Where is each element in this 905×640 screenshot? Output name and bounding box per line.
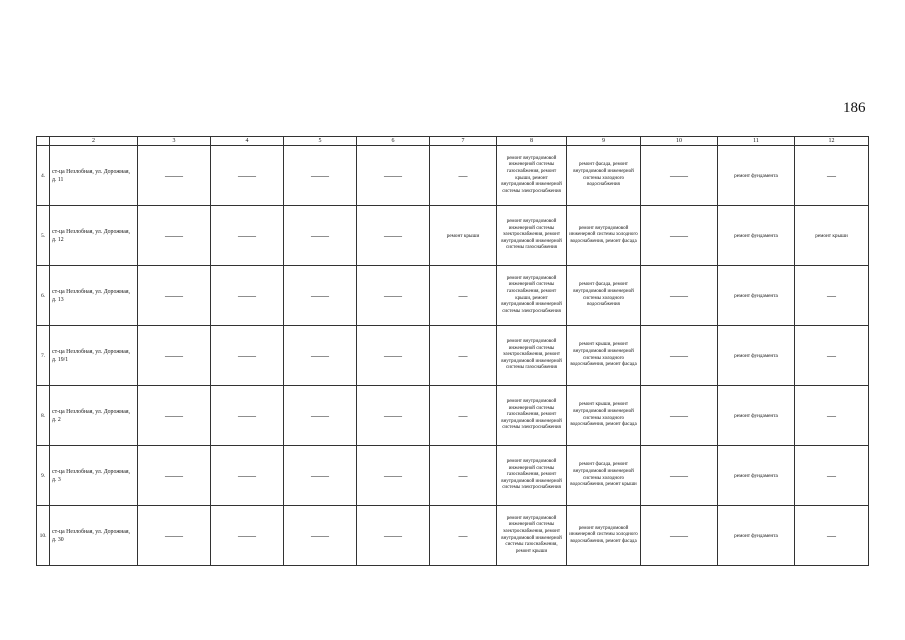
address-cell: ст-ца Незлобная, ул. Дорожная, д. 30 — [50, 506, 138, 566]
column-header — [37, 137, 50, 146]
col8-cell: ремонт внутридомовой инженерной системы газоснабжения, ремонт крыши, ремонт внутридомовой инженерной системы электроснабжения — [497, 146, 567, 206]
empty-dash-cell: —— — [357, 326, 430, 386]
empty-dash-cell: —— — [284, 146, 357, 206]
col8-cell: ремонт внутридомовой инженерной системы газоснабжения, ремонт внутридомовой инженерной системы электроснабжения — [497, 386, 567, 446]
col8-cell: ремонт внутридомовой инженерной системы электроснабжения, ремонт внутридомовой инженерной системы газоснабжения — [497, 326, 567, 386]
row-number: 8. — [37, 386, 50, 446]
empty-dash-cell: —— — [138, 206, 211, 266]
col9-cell: ремонт внутридомовой инженерной системы холодного водоснабжения, ремонт фасада — [567, 506, 641, 566]
empty-dash-cell: —— — [641, 386, 718, 446]
table-row — [37, 206, 869, 266]
col9-cell: ремонт фасада, ремонт внутридомовой инженерной системы холодного водоснабжения — [567, 146, 641, 206]
empty-dash-cell: —— — [357, 386, 430, 446]
empty-dash-cell: —— — [284, 266, 357, 326]
table-row — [37, 266, 869, 326]
table-row — [37, 506, 869, 566]
column-header: 4 — [211, 137, 284, 146]
col11-cell: ремонт фундамента — [718, 386, 795, 446]
col9-cell: ремонт внутридомовой инженерной системы холодного водоснабжения, ремонт фасада — [567, 206, 641, 266]
table-row — [37, 446, 869, 506]
col12-cell: — — [795, 446, 869, 506]
col12-cell: — — [795, 386, 869, 446]
empty-dash-cell: —— — [138, 266, 211, 326]
col9-cell: ремонт крыши, ремонт внутридомовой инженерной системы холодного водоснабжения, ремонт фасада — [567, 386, 641, 446]
column-header: 12 — [795, 137, 869, 146]
col11-cell: ремонт фундамента — [718, 506, 795, 566]
col11-cell: ремонт фундамента — [718, 266, 795, 326]
empty-dash-cell: —— — [641, 446, 718, 506]
col12-cell: — — [795, 326, 869, 386]
empty-dash-cell: —— — [641, 206, 718, 266]
column-header: 9 — [567, 137, 641, 146]
table-row — [37, 146, 869, 206]
empty-dash-cell: —— — [357, 146, 430, 206]
col8-cell: ремонт внутридомовой инженерной системы электроснабжения, ремонт внутридомовой инженерной системы газоснабжения — [497, 206, 567, 266]
column-header: 6 — [357, 137, 430, 146]
col12-cell: ремонт крыши — [795, 206, 869, 266]
column-header: 5 — [284, 137, 357, 146]
address-cell: ст-ца Незлобная, ул. Дорожная, д. 11 — [50, 146, 138, 206]
empty-dash-cell: —— — [357, 446, 430, 506]
col11-cell: ремонт фундамента — [718, 146, 795, 206]
col8-cell: ремонт внутридомовой инженерной системы газоснабжения, ремонт внутридомовой инженерной системы электроснабжения — [497, 446, 567, 506]
empty-dash-cell: —— — [211, 266, 284, 326]
address-cell: ст-ца Незлобная, ул. Дорожная, д. 3 — [50, 446, 138, 506]
address-cell: ст-ца Незлобная, ул. Дорожная, д. 2 — [50, 386, 138, 446]
row-number: 5. — [37, 206, 50, 266]
page-number: 186 — [843, 100, 866, 116]
col9-cell: ремонт фасада, ремонт внутридомовой инженерной системы холодного водоснабжения, ремонт крыши — [567, 446, 641, 506]
column-header: 3 — [138, 137, 211, 146]
column-header: 2 — [50, 137, 138, 146]
empty-dash-cell: —— — [284, 326, 357, 386]
empty-dash-cell: —— — [641, 326, 718, 386]
row-number: 4. — [37, 146, 50, 206]
col7-cell: — — [430, 446, 497, 506]
empty-dash-cell: —— — [357, 206, 430, 266]
empty-dash-cell: —— — [211, 506, 284, 566]
table-row — [37, 326, 869, 386]
empty-dash-cell: —— — [641, 506, 718, 566]
empty-dash-cell: —— — [138, 326, 211, 386]
row-number: 9. — [37, 446, 50, 506]
repair-schedule-table — [36, 136, 869, 566]
empty-dash-cell: —— — [211, 206, 284, 266]
col12-cell: — — [795, 506, 869, 566]
row-number: 6. — [37, 266, 50, 326]
empty-dash-cell: —— — [357, 506, 430, 566]
col12-cell: — — [795, 266, 869, 326]
empty-dash-cell: —— — [211, 326, 284, 386]
address-cell: ст-ца Незлобная, ул. Дорожная, д. 13 — [50, 266, 138, 326]
col7-cell: — — [430, 386, 497, 446]
col7-cell: — — [430, 506, 497, 566]
empty-dash-cell: —— — [357, 266, 430, 326]
column-header: 11 — [718, 137, 795, 146]
col7-cell: — — [430, 326, 497, 386]
empty-dash-cell: —— — [641, 266, 718, 326]
empty-dash-cell: —— — [641, 146, 718, 206]
col11-cell: ремонт фундамента — [718, 446, 795, 506]
empty-dash-cell: —— — [284, 446, 357, 506]
header-row — [37, 137, 869, 146]
address-cell: ст-ца Незлобная, ул. Дорожная, д. 12 — [50, 206, 138, 266]
col9-cell: ремонт фасада, ремонт внутридомовой инженерной системы холодного водоснабжения — [567, 266, 641, 326]
col9-cell: ремонт крыши, ремонт внутридомовой инженерной системы холодного водоснабжения, ремонт фасада — [567, 326, 641, 386]
empty-dash-cell: —— — [138, 506, 211, 566]
col11-cell: ремонт фундамента — [718, 206, 795, 266]
empty-dash-cell: —— — [284, 506, 357, 566]
col7-cell: ремонт крыши — [430, 206, 497, 266]
col7-cell: — — [430, 146, 497, 206]
empty-dash-cell: —— — [211, 146, 284, 206]
column-header: 7 — [430, 137, 497, 146]
empty-dash-cell: —— — [284, 206, 357, 266]
col8-cell: ремонт внутридомовой инженерной системы электроснабжения, ремонт внутридомовой инженерной системы газоснабжения, ремонт крыши — [497, 506, 567, 566]
empty-dash-cell: —— — [284, 386, 357, 446]
empty-dash-cell: —— — [211, 446, 284, 506]
address-cell: ст-ца Незлобная, ул. Дорожная, д. 19/1 — [50, 326, 138, 386]
col7-cell: — — [430, 266, 497, 326]
col12-cell: — — [795, 146, 869, 206]
column-header: 8 — [497, 137, 567, 146]
col11-cell: ремонт фундамента — [718, 326, 795, 386]
empty-dash-cell: —— — [138, 146, 211, 206]
col8-cell: ремонт внутридомовой инженерной системы газоснабжения, ремонт крыши, ремонт внутридомовой инженерной системы электроснабжения — [497, 266, 567, 326]
empty-dash-cell: —— — [138, 446, 211, 506]
column-header: 10 — [641, 137, 718, 146]
empty-dash-cell: —— — [211, 386, 284, 446]
row-number: 7. — [37, 326, 50, 386]
table-row — [37, 386, 869, 446]
empty-dash-cell: —— — [138, 386, 211, 446]
row-number: 10. — [37, 506, 50, 566]
